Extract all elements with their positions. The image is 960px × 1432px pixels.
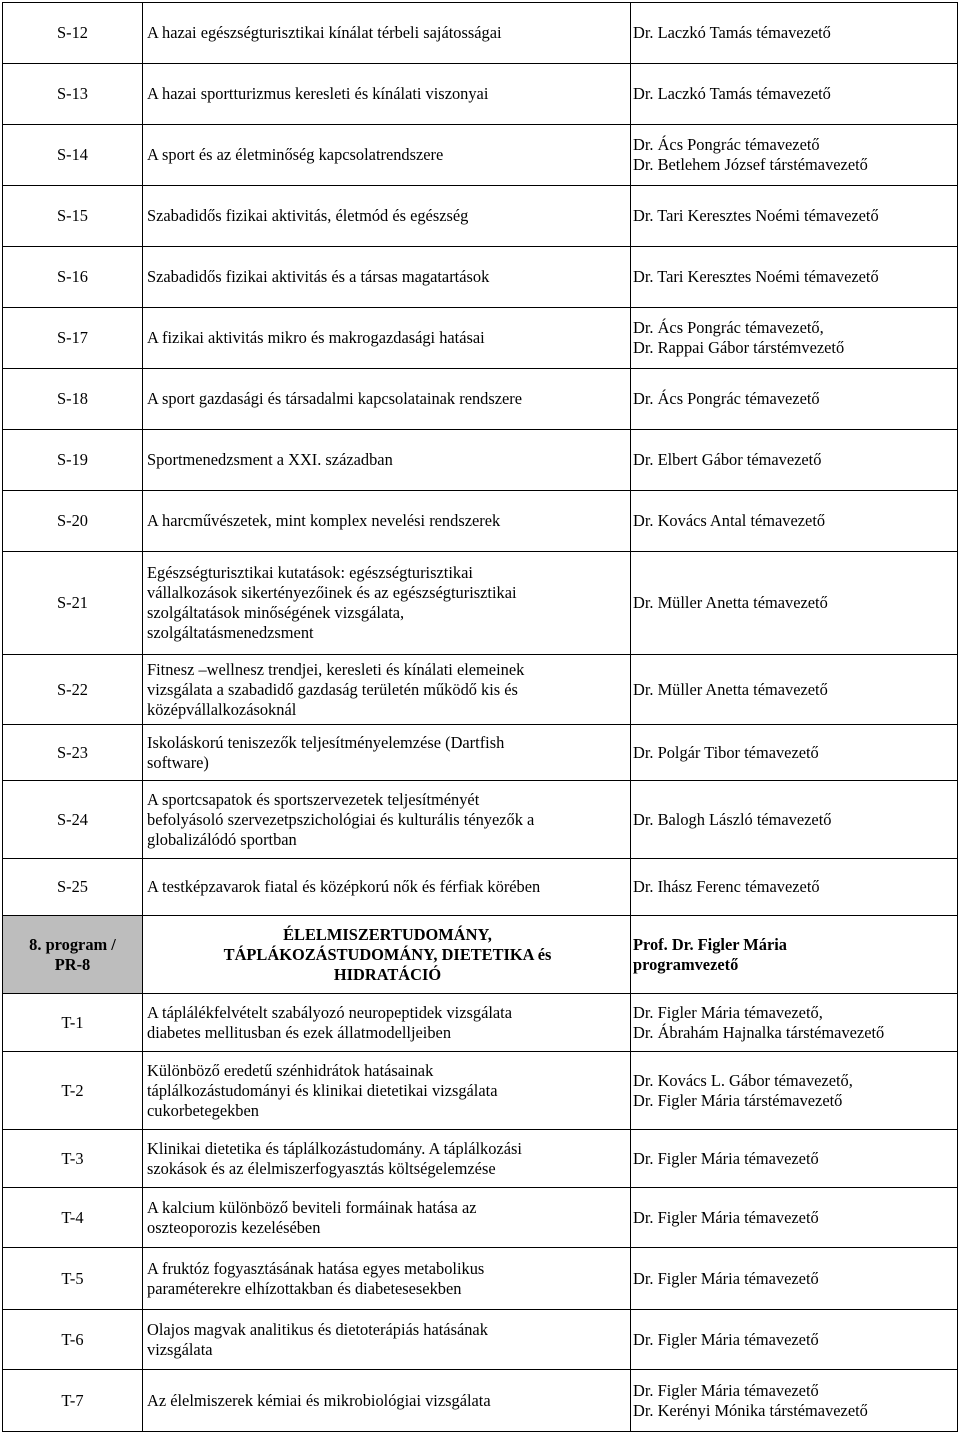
topic-title: A sport és az életminőség kapcsolatrendszere: [143, 125, 631, 186]
table-row: [3, 655, 958, 725]
topic-supervisor: Dr. Laczkó Tamás témavezető: [631, 64, 958, 125]
topic-supervisor: Dr. Figler Mária témavezető: [631, 1248, 958, 1310]
topic-code: T-1: [3, 994, 143, 1052]
table-row: [3, 1130, 958, 1188]
topic-code: S-24: [3, 781, 143, 859]
topic-supervisor: Dr. Ács Pongrác témavezető, Dr. Rappai Gábor társtémvezető: [631, 308, 958, 369]
topic-title: A fruktóz fogyasztásának hatása egyes metabolikus paraméterekre elhízottakban és diabetesesekben: [143, 1248, 631, 1310]
topic-supervisor: Dr. Polgár Tibor témavezető: [631, 725, 958, 781]
table-row: [3, 1248, 958, 1310]
topic-code: S-15: [3, 186, 143, 247]
table-row: [3, 247, 958, 308]
topic-title: Sportmenedzsment a XXI. században: [143, 430, 631, 491]
topic-supervisor: Dr. Tari Keresztes Noémi témavezető: [631, 186, 958, 247]
topic-supervisor: Dr. Laczkó Tamás témavezető: [631, 3, 958, 64]
table-row: [3, 125, 958, 186]
topic-title: A harcművészetek, mint komplex nevelési rendszerek: [143, 491, 631, 552]
topic-title: Iskoláskorú teniszezők teljesítményelemzése (Dartfish software): [143, 725, 631, 781]
topic-supervisor: Dr. Kovács Antal témavezető: [631, 491, 958, 552]
table-row: [3, 1188, 958, 1248]
table-row: [3, 1370, 958, 1432]
topic-supervisor: Dr. Müller Anetta témavezető: [631, 655, 958, 725]
topic-code: S-12: [3, 3, 143, 64]
topic-code: S-18: [3, 369, 143, 430]
topic-title: A hazai egészségturisztikai kínálat térbeli sajátosságai: [143, 3, 631, 64]
topic-title: Különböző eredetű szénhidrátok hatásainak táplálkozástudományi és klinikai dietetikai vizsgálata cukorbetegekben: [143, 1052, 631, 1130]
program-8-body: [3, 916, 958, 1432]
topic-code: T-4: [3, 1188, 143, 1248]
topic-code: S-16: [3, 247, 143, 308]
topic-title: Szabadidős fizikai aktivitás és a társas magatartások: [143, 247, 631, 308]
topic-supervisor: Dr. Ihász Ferenc témavezető: [631, 859, 958, 916]
table-row: [3, 1310, 958, 1370]
topic-title: A hazai sportturizmus keresleti és kínálati viszonyai: [143, 64, 631, 125]
topic-title: A sport gazdasági és társadalmi kapcsolatainak rendszere: [143, 369, 631, 430]
topic-code: S-21: [3, 552, 143, 655]
research-topics-table: [2, 2, 958, 1432]
topic-supervisor: Dr. Tari Keresztes Noémi témavezető: [631, 247, 958, 308]
topic-title: Olajos magvak analitikus és dietoterápiás hatásának vizsgálata: [143, 1310, 631, 1370]
topic-code: S-20: [3, 491, 143, 552]
topic-supervisor: Dr. Elbert Gábor témavezető: [631, 430, 958, 491]
table-row: [3, 369, 958, 430]
topic-supervisor: Dr. Figler Mária témavezető Dr. Kerényi Mónika társtémavezető: [631, 1370, 958, 1432]
topic-code: T-5: [3, 1248, 143, 1310]
topic-title: Az élelmiszerek kémiai és mikrobiológiai vizsgálata: [143, 1370, 631, 1432]
topic-title: A kalcium különböző beviteli formáinak hatása az oszteoporozis kezelésében: [143, 1188, 631, 1248]
topic-code: S-14: [3, 125, 143, 186]
topic-title: A táplálékfelvételt szabályozó neuropeptidek vizsgálata diabetes mellitusban és ezek állatmodelljeiben: [143, 994, 631, 1052]
program-title: ÉLELMISZERTUDOMÁNY, TÁPLÁKOZÁSTUDOMÁNY, DIETETIKA és HIDRATÁCIÓ: [143, 916, 631, 994]
topic-supervisor: Dr. Müller Anetta témavezető: [631, 552, 958, 655]
topic-title: A sportcsapatok és sportszervezetek teljesítményét befolyásoló szervezetpszichológiai és kulturális tényezők a globalizálódó sportban: [143, 781, 631, 859]
topic-code: S-19: [3, 430, 143, 491]
topic-title: A testképzavarok fiatal és középkorú nők és férfiak körében: [143, 859, 631, 916]
topic-title: Egészségturisztikai kutatások: egészségturisztikai vállalkozások sikertényezőinek és az egészségturisztikai szolgáltatások minőségének vizsgálata, szolgáltatásmenedzsment: [143, 552, 631, 655]
topic-supervisor: Dr. Figler Mária témavezető, Dr. Ábrahám Hajnalka társtémavezető: [631, 994, 958, 1052]
program-code: 8. program / PR-8: [3, 916, 143, 994]
topic-title: A fizikai aktivitás mikro és makrogazdasági hatásai: [143, 308, 631, 369]
topic-supervisor: Dr. Figler Mária témavezető: [631, 1130, 958, 1188]
topic-code: S-17: [3, 308, 143, 369]
topic-code: T-2: [3, 1052, 143, 1130]
table-row: [3, 1052, 958, 1130]
table-row: [3, 3, 958, 64]
topic-supervisor: Dr. Ács Pongrác témavezető: [631, 369, 958, 430]
sport-topics-body: [3, 3, 958, 916]
table-row: [3, 725, 958, 781]
table-row: [3, 781, 958, 859]
table-row: [3, 552, 958, 655]
topic-title: Fitnesz –wellnesz trendjei, keresleti és kínálati elemeinek vizsgálata a szabadidő gazdaság területén működő kis és középvállalkozásoknál: [143, 655, 631, 725]
topic-supervisor: Dr. Kovács L. Gábor témavezető, Dr. Figler Mária társtémavezető: [631, 1052, 958, 1130]
topic-supervisor: Dr. Ács Pongrác témavezető Dr. Betlehem József társtémavezető: [631, 125, 958, 186]
table-row: [3, 491, 958, 552]
topic-title: Klinikai dietetika és táplálkozástudomány. A táplálkozási szokások és az élelmiszerfogyasztás költségelemzése: [143, 1130, 631, 1188]
program-header-row: [3, 916, 958, 994]
table-row: [3, 186, 958, 247]
topic-code: S-22: [3, 655, 143, 725]
topic-code: T-6: [3, 1310, 143, 1370]
table-row: [3, 859, 958, 916]
table-row: [3, 994, 958, 1052]
table-row: [3, 430, 958, 491]
topic-title: Szabadidős fizikai aktivitás, életmód és egészség: [143, 186, 631, 247]
topic-supervisor: Dr. Balogh László témavezető: [631, 781, 958, 859]
table-row: [3, 308, 958, 369]
program-leader: Prof. Dr. Figler Mária programvezető: [631, 916, 958, 994]
topic-code: S-23: [3, 725, 143, 781]
topic-supervisor: Dr. Figler Mária témavezető: [631, 1188, 958, 1248]
table-row: [3, 64, 958, 125]
topic-code: S-25: [3, 859, 143, 916]
topic-code: T-7: [3, 1370, 143, 1432]
topic-supervisor: Dr. Figler Mária témavezető: [631, 1310, 958, 1370]
topic-code: S-13: [3, 64, 143, 125]
topic-code: T-3: [3, 1130, 143, 1188]
